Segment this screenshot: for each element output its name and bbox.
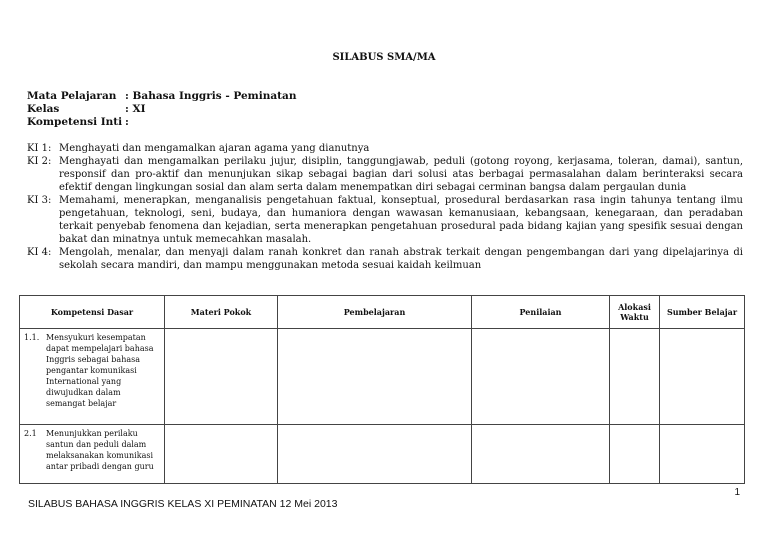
column-header: Alokasi Waktu [610, 296, 660, 329]
basic-competence-cell [20, 329, 165, 425]
column-header: Sumber Belajar [660, 296, 745, 329]
competence-text: Menunjukkan perilaku santun dan peduli dalam melaksanakan komunikasi antar pribadi dengan guru [46, 429, 154, 471]
ki-item [27, 194, 743, 246]
table-cell [610, 425, 660, 484]
competence-number: 2.1 [24, 429, 37, 438]
ki-number: KI 1: [27, 143, 52, 154]
page-number: 1 [734, 487, 740, 498]
meta-row-subject [27, 90, 296, 103]
meta-label: Kelas [27, 103, 60, 115]
table-cell [610, 329, 660, 425]
meta-value: : [125, 116, 129, 128]
meta-row-class [27, 103, 296, 116]
competence-text: Mensyukuri kesempatan dapat mempelajari bahasa Inggris sebagai bahasa pengantar komunikasi International yang diwujudkan dalam semangat belajar [46, 333, 154, 408]
syllabus-table [19, 295, 745, 484]
core-competence-list [27, 142, 743, 272]
table-cell [278, 329, 472, 425]
meta-label: Kompetensi Inti [27, 116, 123, 128]
ki-item [27, 155, 743, 194]
column-header: Penilaian [472, 296, 610, 329]
basic-competence-cell [20, 425, 165, 484]
meta-value: : XI [125, 103, 146, 115]
table-cell [660, 425, 745, 484]
subject-info [27, 90, 296, 129]
ki-text: Menghayati dan mengamalkan ajaran agama yang dianutnya [59, 143, 370, 154]
ki-number: KI 4: [27, 247, 52, 258]
table-cell [278, 425, 472, 484]
ki-text: Menghayati dan mengamalkan perilaku jujur, disiplin, tanggungjawab, peduli (gotong royong, kerjasama, toleran, damai), santun, responsif dan pro-aktif dan menunjukan sikap sebagai bagian dari solusi atas berbagai permasalahan dalam berinteraksi secara efektif dengan lingkungan sosial dan alam serta dalam menempatkan diri sebagai cerminan bangsa dalam pergaulan dunia [59, 156, 743, 193]
ki-text: Mengolah, menalar, dan menyaji dalam ranah konkret dan ranah abstrak terkait dengan pengembangan dari yang dipelajarinya di sekolah secara mandiri, dan mampu menggunakan metoda sesuai kaidah keilmuan [59, 247, 743, 271]
column-header: Kompetensi Dasar [20, 296, 165, 329]
table-row [20, 329, 745, 425]
ki-number: KI 3: [27, 195, 52, 206]
column-header: Materi Pokok [165, 296, 278, 329]
ki-item [27, 142, 743, 155]
meta-value: : Bahasa Inggris - Peminatan [125, 90, 297, 102]
document-title: SILABUS SMA/MA [332, 52, 436, 63]
ki-text: Memahami, menerapkan, menganalisis pengetahuan faktual, konseptual, prosedural berdasarkan rasa ingin tahunya tentang ilmu pengetahuan, teknologi, seni, budaya, dan humaniora dengan wawasan kemanusiaan, kebangsaan, kenegaraan, dan peradaban terkait penyebab fenomena dan kejadian, serta menerapkan pengetahuan prosedural pada bidang kajian yang spesifik sesuai dengan bakat dan minatnya untuk memecahkan masalah. [59, 195, 743, 245]
column-header: Pembelajaran [278, 296, 472, 329]
table-cell [165, 329, 278, 425]
meta-label: Mata Pelajaran [27, 90, 117, 102]
meta-row-core-competence [27, 116, 296, 129]
ki-item [27, 246, 743, 272]
competence-number: 1.1. [24, 333, 40, 342]
table-row [20, 425, 745, 484]
table-header-row [20, 296, 745, 329]
table-cell [165, 425, 278, 484]
table-cell [472, 425, 610, 484]
ki-number: KI 2: [27, 156, 52, 167]
table-cell [472, 329, 610, 425]
table-cell [660, 329, 745, 425]
page-footer: SILABUS BAHASA INGGRIS KELAS XI PEMINATAN 12 Mei 2013 [28, 498, 338, 510]
